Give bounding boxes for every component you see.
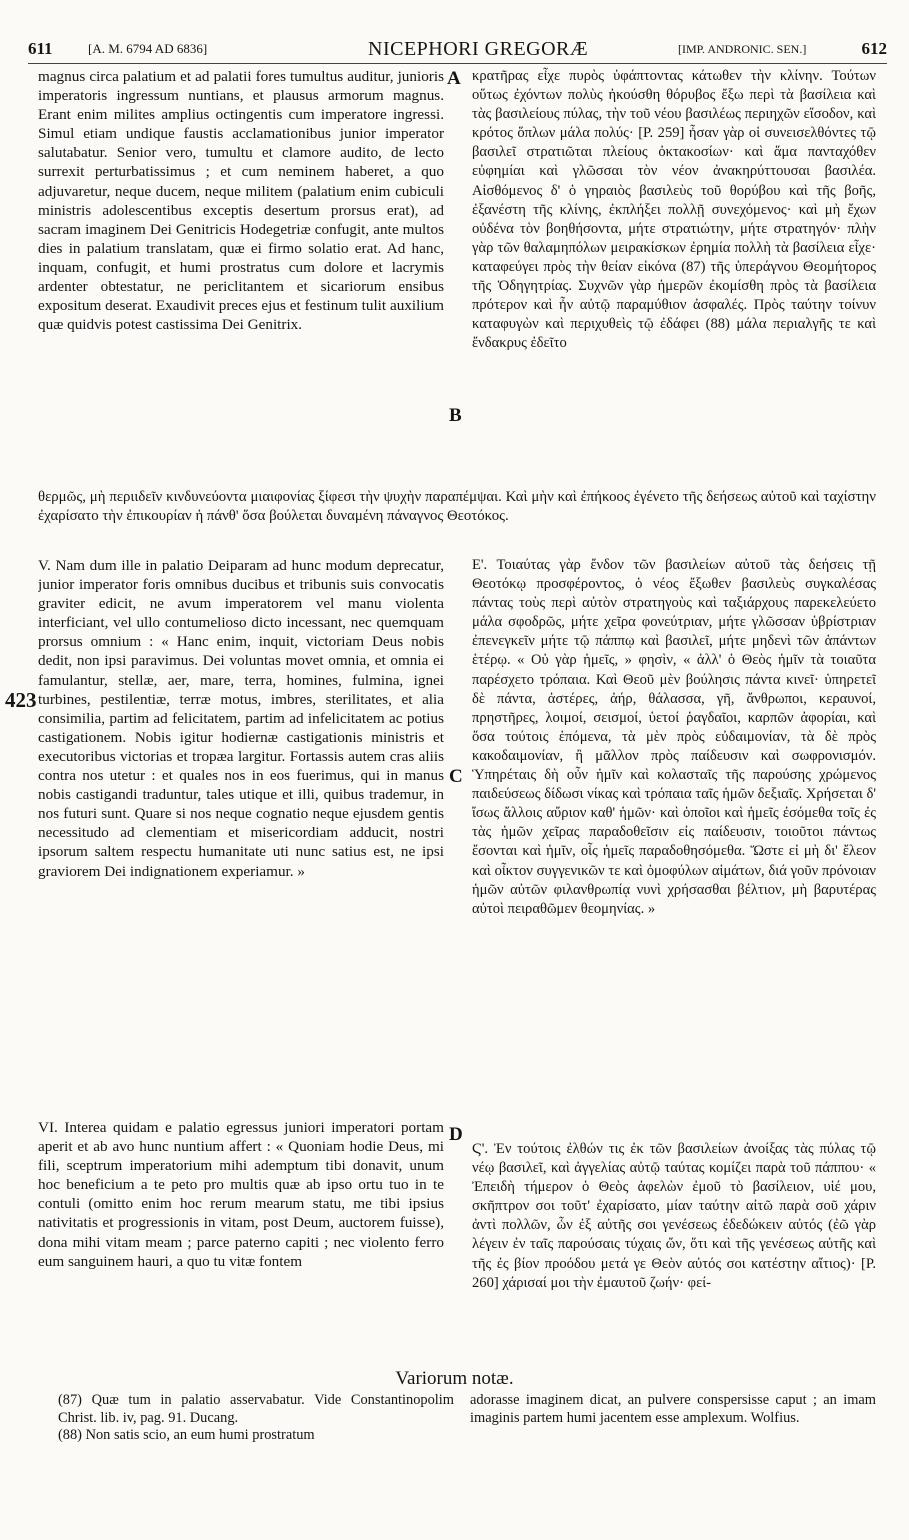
- section-marker-a: A: [447, 68, 461, 89]
- greek-fullwidth-paragraph: θερμῶς, μὴ περιιδεῖν κινδυνεύοντα μιαιφονίας ξίφεσι τὴν ψυχὴν παραπέμψαι. Καὶ μὴν καὶ ἐπήκοος ἐγένετο τῆς δεήσεως αὐτοῦ καὶ ταχίστην ἐχαρίσατο τὴν ἐπικουρίαν ἡ πάνθ' ὅσα βούλεται δυναμένη πάναγνος Θεοτόκος.: [38, 489, 876, 525]
- footnote-88-continued: adorasse imaginem dicat, an pulvere conspersisse caput ; an imam imaginis partem humi jacentem esse amplexum. Wolfius.: [470, 1392, 876, 1426]
- greek-paragraph-1: κρατῆρας εἶχε πυρὸς ὑφάπτοντας κάτωθεν τὴν κλίνην. Τούτων οὕτως ἐχόντων πολὺς ἠκούσθη θόρυβος ἔξω περὶ τὰ βασίλεια καὶ τὰς βασιλείους πύλας, τὴν τοῦ νέου βασιλέως περιηχῶν εἴσοδον, καὶ κρότος ὅπλων μάλα πολύς· [P. 259] ἦσαν γὰρ οἱ συνεισελθόντες τῷ βασιλεῖ στρατιῶται πλείους ὀκτακοσίων· καὶ ἅμα πανταχόθεν εὐφημίαι καὶ γλῶσσαι τὸν νέον ἀνακηρύττουσαι βασιλέα. Αἰσθόμενος δ' ὁ γηραιὸς βασιλεὺς τοῦ θορύβου καὶ τῆς βοῆς, ἐξανέστη τῆς κλίνης, ἐκπλήξει πολλῇ συνεχόμενος· καὶ μὴ ἔχων οὐδένα τὸν βοηθήσοντα, μήτε στρατιώτην, μήτε στρατηγόν· πλὴν γὰρ τῶν θαλαμηπόλων μειρακίσκων ἐρημία πολλὴ τὰ βασίλεια εἶχε· καταφεύγει πρὸς τὴν θείαν εἰκόνα (87) τῆς ὑπεράγνου Θεομήτορος τῆς Ὁδηγητρίας. Συχνῶν γὰρ ἡμερῶν ἐκομίσθη πρὸς τὰ βασίλεια πρότερον καὶ ἦν αὐτῷ παραμύθιον ἀσφαλές. Πρὸς ταύτην τοίνυν καταφυγὼν καὶ περιχυθεὶς τῷ ἐδάφει (88) μάλα περιαλγῆς τε καὶ ἔνδακρυς ἐδεῖτο: [472, 68, 876, 352]
- footnote-87: (87) Quæ tum in palatio asservabatur. Vide Constantinopolim Christ. lib. iv, pag. 91. Ducang.: [58, 1392, 454, 1426]
- running-header: [28, 34, 887, 64]
- latin-paragraph-1: magnus circa palatium et ad palatii fores tumultus auditur, junioris imperatoris ingressum nuntians, et plausus armorum magnus. Erant enim milites amplius octingentis cum imperatore ingressi. Simul etiam undique faustis acclamationibus junior imperator salutabatur. Senior vero, tumultu et clamore audito, de lecto surrexit perturbatissimus ; et cum neminem haberet, a quo adjuvaretur, neque ducem, neque militem (palatium enim cubiculi ministris adolescentibus exceptis desertum prorsus erat), ad sacram imaginem Dei Genitricis Hodegetriæ confugit, ante multos dies in palatium translatam, quæ ei firmo solatio erat. Ad hanc, inquam, confugit, et humi prostratus cum dolore et lacrymis ardenter obtestatur, ne periclitantem et sicariorum ensibus expositum deserat. Exaudivit preces ejus et festinum tulit auxilium quæ quidvis potest castissima Dei Genitrix.: [38, 68, 444, 334]
- header-section: [IMP. ANDRONIC. SEN.]: [678, 42, 807, 56]
- section-marker-b: B: [449, 405, 462, 426]
- footnote-88: (88) Non satis scio, an eum humi prostratum: [58, 1427, 315, 1443]
- greek-paragraph-2: Ε'. Τοιαύτας γὰρ ἔνδον τῶν βασιλείων αὐτοῦ τὰς δεήσεις τῇ Θεοτόκῳ προσφέροντος, ὁ νέος ἔξωθεν βασιλεὺς συγκαλέσας πάντας τοὺς περὶ αὐτὸν στρατηγοὺς καὶ ταξιάρχους παρεκελεύετο μάλα σφοδρῶς, μήτε χεῖρα φονεύτριαν, μήτε γλῶσσαν ὑβρίστριαν ἐπενεγκεῖν μήτε τῷ πάππῳ καὶ βασιλεῖ, μήτε μηδενὶ τῶν ἁπάντων ἑτέρῳ. « Οὐ γὰρ ἡμεῖς, » φησὶν, « ἀλλ' ὁ Θεὸς ἡμῖν τὰ τοιαῦτα παρέσχετο τρόπαια. Καὶ Θεοῦ μὲν βούλησις πάντα κινεῖ· ὑπηρετεῖ δὲ πάντα, ἀστέρες, ἀήρ, θάλασσα, γῆ, ἄνθρωποι, κεραυνοί, πρηστῆρες, λοιμοί, σεισμοί, ὑετοί ῥαγδαῖοι, καρπῶν ἀφορίαι, καὶ ὅσα τούτοις ἑπόμενα, τὰ μὲν πρὸς εὐδαιμονίαν, τὰ δὲ πρὸς κακοδαιμονίαν, ἢ μᾶλλον πρὸς παίδευσιν καὶ σωφρονισμόν. Ὑπηρέταις δὴ οὖν ἡμῖν καὶ κολασταῖς τῆς παρούσης χρώμενος παιδεύσεως δίδωσι νίκας καὶ τρόπαια ταῖς ἡμῶν δεξιαῖς. Χρήσεται δ' ἴσως ἄλλοις αὔριον καθ' ἡμῶν· καὶ ὁποῖοι καὶ ἡμεῖς ἐσόμεθα τοῖς ἐς τὰς ἡμῶν χεῖρας παραδοθεῖσιν εἰς παίδευσιν, τοιοῦτοι πάντως ἔσονται καὶ ἡμῖν, οἷς ἡμεῖς παραδοθησόμεθα. Ὥστε εἰ μὴ δι' ἔλεον καὶ οἶκτον συγγενικῶν τε καὶ ὁμοφύλων αἱμάτων, διά γοῦν πρόνοιαν ἡμῶν αὐτῶν φιλανθρωπίᾳ νυνὶ χρήσασθαι βέλτιον, μὴ βαρυτέρας αὐτοὶ πειραθῶμεν θεομηνίας. »: [472, 557, 876, 917]
- section-marker-d: D: [449, 1124, 463, 1145]
- notes-title: Variorum notæ.: [395, 1368, 514, 1389]
- page-number-right: 612: [861, 39, 887, 58]
- latin-paragraph-3: VI. Interea quidam e palatio egressus juniori imperatori portam aperit et ab avo hunc nuntium affert : « Quoniam hodie Deus, mi fili, sceptrum imperatorium mihi ademptum tibi donavit, unum hoc beneficium a te peto pro multis quæ ab ipso ortu tuo in te contuli (omitto enim hoc rerum mearum statu, me tibi ipsius nativitatis et progressionis in vitam, post Deum, auctorem fuisse), dona mihi vitam meam ; parce paterno capiti ; nec violento ferro eum sanguinem hauri, a quo tu vitæ fontem: [38, 1119, 444, 1270]
- margin-page-number: 423: [5, 688, 37, 712]
- section-marker-c: C: [449, 766, 463, 787]
- header-dates: [A. M. 6794 AD 6836]: [88, 41, 208, 56]
- latin-paragraph-2: V. Nam dum ille in palatio Deiparam ad hunc modum deprecatur, junior imperator foris omnibus ducibus et tribunis suis convocatis graviter edicit, ne avum imperatorem vel manu violenta interficiant, vel ullo contumelioso dicto incessant, nec quemquam prorsus omnium : « Hanc enim, inquit, victoriam Deus nobis dedit, non ipsi paravimus. Dei voluntas movet omnia, et omnia ei famulantur, stellæ, aer, mare, terra, homines, fulmina, ignei turbines, pestilentiæ, terræ motus, imbres, sterilitates, et alia consimilia, partim ad felicitatem, partim ad infelicitatem ac potius castigationem. Nobis igitur hodiernæ castigationis ministris et executoribus victorias et tropæa largitur. Fortassis autem cras aliis contra nos utetur : et quales nos in eos fuerimus, qui in manus nobis castigandi traduntur, tales utique et illi, quibus trademur, in nos futuri sunt. Quare si nos neque cognatio neque ejusdem gentis necessitudo ad clementiam et misericordiam adducit, nostri ipsorum saltem respectu humanitate uti nunc satius est, ne ipsi graviorem Dei indignationem experiamur. »: [38, 557, 444, 880]
- greek-paragraph-3: Ϛ'. Ἐν τούτοις ἐλθών τις ἐκ τῶν βασιλείων ἀνοίξας τὰς πύλας τῷ νέῳ βασιλεῖ, καὶ ἀγγελίας αὐτῷ ταύτας κομίζει παρὰ τοῦ πάππου· « Ἐπειδὴ τήμερον ὁ Θεὸς ἀφελὼν ἐμοῦ τὸ βασίλειον, υἱέ μου, σκῆπτρον σοι τοῦτ' ἐχαρίσατο, μίαν ταύτην αἰτῶ παρὰ σοῦ χάριν ἀντὶ πολλῶν, ὧν ἐξ αὐτῆς σοι γενέσεως ἐδεδώκειν αὐτός (ἐῶ γὰρ λέγειν ἐν ταῖς παρούσαις τύχαις ὤν, ὅτι καὶ τῆς γενέσεως αὐτῆς καὶ τῆς ἐς βίον προόδου μετά γε Θεὸν αὐτός σοι κατέστην αἴτιος)· [P. 260] χάρισαί μοι τὴν ἐμαυτοῦ ζωήν· φεί-: [472, 1141, 876, 1291]
- page-number-left: 611: [28, 39, 53, 58]
- header-title: NICEPHORI GREGORÆ: [368, 38, 589, 60]
